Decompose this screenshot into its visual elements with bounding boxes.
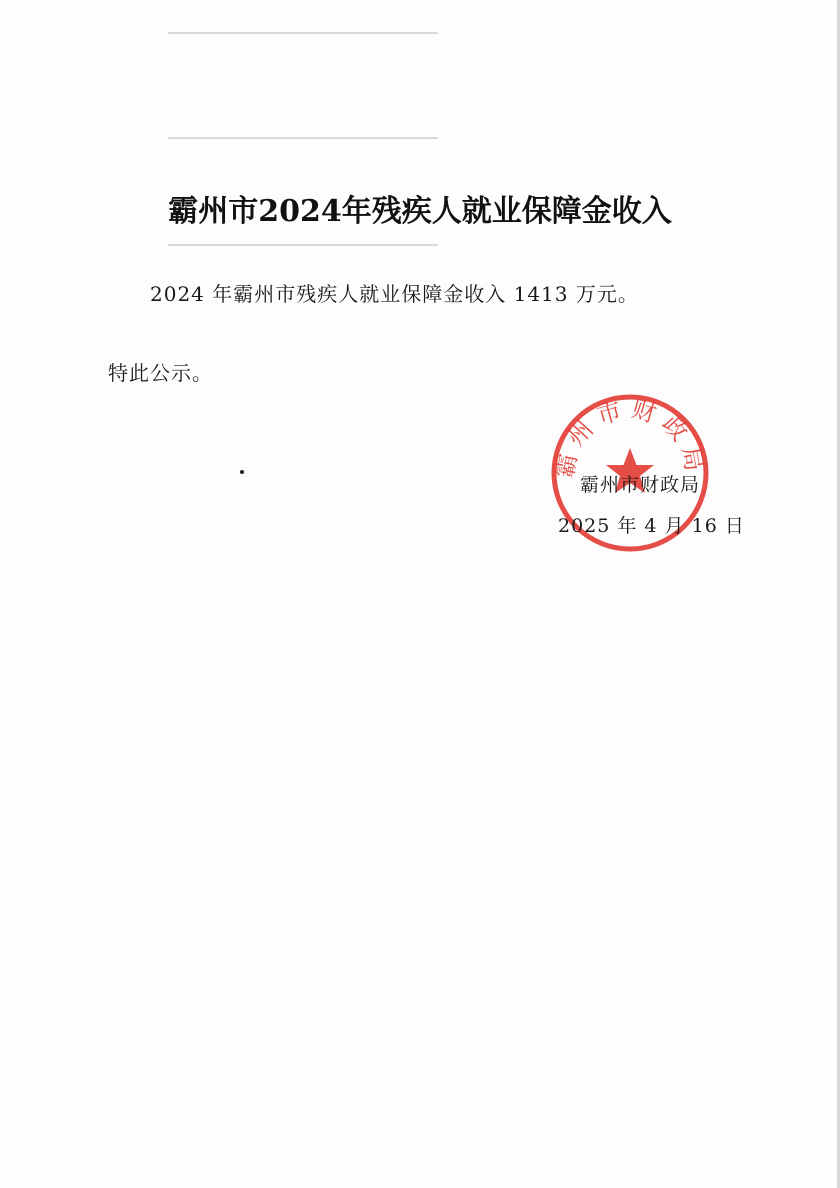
scan-speck (240, 470, 244, 474)
scan-artifact-line (168, 244, 438, 246)
issue-date: 2025 年 4 月 16 日 (558, 515, 745, 537)
body-text: 2024 年霸州市残疾人就业保障金收入 1413 万元。 (150, 282, 639, 306)
scan-artifact-line (168, 137, 438, 139)
closing-text: 特此公示。 (108, 361, 213, 385)
document-title: 霸州市2024年残疾人就业保障金收入 (168, 194, 672, 229)
seal-text: 霸州市财政局 (550, 394, 710, 481)
scan-artifact-line (168, 32, 438, 34)
issuer-name: 霸州市财政局 (580, 474, 701, 496)
